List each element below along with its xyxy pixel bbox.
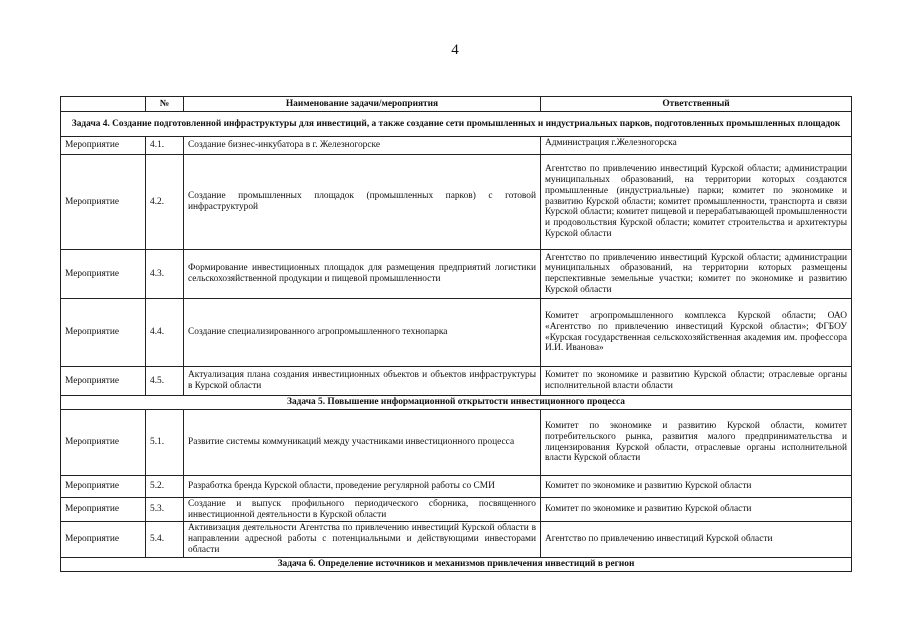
header-type <box>61 97 146 112</box>
measure-number-cell: 5.3. <box>146 498 184 522</box>
table-row <box>61 250 852 299</box>
measure-type-cell: Мероприятие <box>61 137 146 155</box>
task-row <box>61 396 852 410</box>
measure-type-cell: Мероприятие <box>61 498 146 522</box>
header-number: № <box>146 97 184 112</box>
measure-number-cell: 5.1. <box>146 410 184 476</box>
measure-number-cell: 4.5. <box>146 367 184 396</box>
header-name: Наименование задачи/мероприятия <box>184 97 541 112</box>
task-row <box>61 557 852 571</box>
header-responsible: Ответственный <box>541 97 852 112</box>
measure-name-cell: Создание специализированного агропромышленного технопарка <box>184 299 541 367</box>
page-number: 4 <box>451 42 459 58</box>
measure-number-cell: 5.4. <box>146 522 184 557</box>
responsible-cell: Агентство по привлечению инвестиций Курской области; администрации муниципальных образований, на территории которых создаются промышленные (индустриальные) парки; комитет по экономике и развитию Курской области; комитет промышленности, транспорта и связи Курской области; комитет пищевой и перерабатывающей промышленности и продовольствия Курской области; комитет строительства и архитектуры Курской области <box>541 155 852 250</box>
table-body <box>61 112 852 572</box>
measure-name-cell: Активизация деятельности Агентства по привлечению инвестиций Курской области в направлении адресной работы с потенциальными и действующими инвесторами области <box>184 522 541 557</box>
table-row <box>61 498 852 522</box>
responsible-cell: Агентство по привлечению инвестиций Курской области; администрации муниципальных образований, на территории которых размещены перспективные земельные участки; комитет по экономике и развитию Курской области <box>541 250 852 299</box>
measure-name-cell: Создание бизнес-инкубатора в г. Железногорске <box>184 137 541 155</box>
table-row <box>61 522 852 557</box>
measure-number-cell: 4.4. <box>146 299 184 367</box>
task-row <box>61 112 852 137</box>
measure-type-cell: Мероприятие <box>61 522 146 557</box>
measure-number-cell: 4.2. <box>146 155 184 250</box>
responsible-cell: Комитет по экономике и развитию Курской области <box>541 476 852 498</box>
measure-type-cell: Мероприятие <box>61 250 146 299</box>
measure-type-cell: Мероприятие <box>61 155 146 250</box>
measure-number-cell: 4.1. <box>146 137 184 155</box>
table-row <box>61 367 852 396</box>
responsible-cell: Администрация г.Железногорска <box>541 137 852 155</box>
task-title: Задача 6. Определение источников и механизмов привлечения инвестиций в регион <box>61 557 852 571</box>
task-title: Задача 5. Повышение информационной открытости инвестиционного процесса <box>61 396 852 410</box>
table-row <box>61 410 852 476</box>
measure-name-cell: Развитие системы коммуникаций между участниками инвестиционного процесса <box>184 410 541 476</box>
task-title: Задача 4. Создание подготовленной инфраструктуры для инвестиций, а также создание сети промышленных и индустриальных парков, подготовленных промышленных площадок <box>61 112 852 137</box>
responsible-cell: Комитет по экономике и развитию Курской области <box>541 498 852 522</box>
responsible-cell: Комитет агропромышленного комплекса Курской области; ОАО «Агентство по привлечению инвестиций Курской области»; ФГБОУ «Курская государственная сельскохозяйственная академия им. профессора И.И. Иванова» <box>541 299 852 367</box>
measure-name-cell: Формирование инвестиционных площадок для размещения предприятий логистики сельскохозяйственной продукции и пищевой промышленности <box>184 250 541 299</box>
responsible-cell: Комитет по экономике и развитию Курской области; отраслевые органы исполнительной власти области <box>541 367 852 396</box>
table-header-row <box>61 97 852 112</box>
measure-name-cell: Создание промышленных площадок (промышленных парков) с готовой инфраструктурой <box>184 155 541 250</box>
measure-type-cell: Мероприятие <box>61 410 146 476</box>
responsible-cell: Комитет по экономике и развитию Курской области, комитет потребительского рынка, развития малого предпринимательства и лицензирования Курской области, отраслевые органы исполнительной власти Курской области <box>541 410 852 476</box>
table-row <box>61 155 852 250</box>
table-row <box>61 299 852 367</box>
measure-type-cell: Мероприятие <box>61 299 146 367</box>
measure-name-cell: Актуализация плана создания инвестиционных объектов и объектов инфраструктуры в Курской области <box>184 367 541 396</box>
measure-number-cell: 4.3. <box>146 250 184 299</box>
measure-name-cell: Создание и выпуск профильного периодического сборника, посвященного инвестиционной деятельности в Курской области <box>184 498 541 522</box>
measures-table <box>60 96 852 572</box>
responsible-cell: Агентство по привлечению инвестиций Курской области <box>541 522 852 557</box>
measure-type-cell: Мероприятие <box>61 476 146 498</box>
measure-type-cell: Мероприятие <box>61 367 146 396</box>
measure-name-cell: Разработка бренда Курской области, проведение регулярной работы со СМИ <box>184 476 541 498</box>
table-row <box>61 476 852 498</box>
measure-number-cell: 5.2. <box>146 476 184 498</box>
table-row <box>61 137 852 155</box>
